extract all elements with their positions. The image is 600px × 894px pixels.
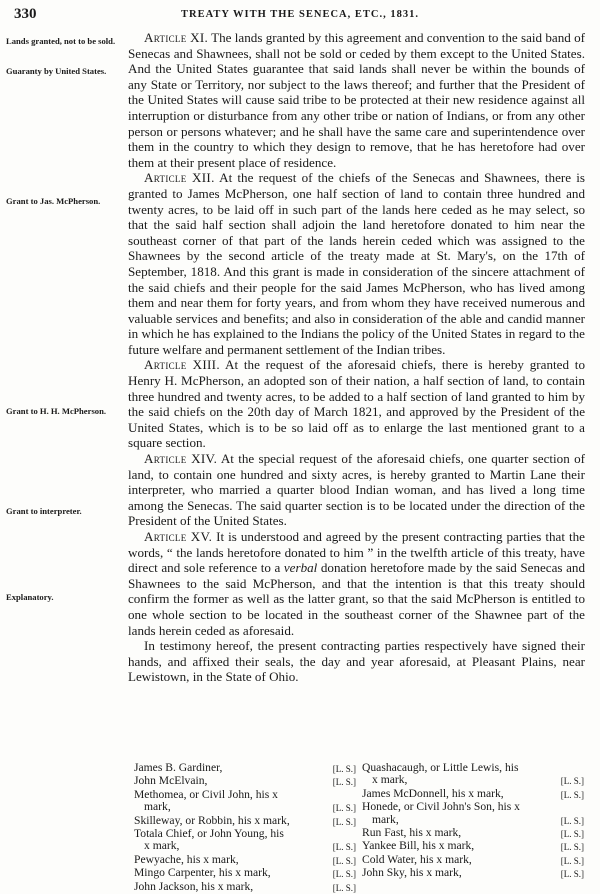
- margin-note-explanatory: Explanatory.: [6, 592, 54, 602]
- article-text: At the request of the chiefs of the Senecas and Shawnees, there is granted to James McPherson, one half section of land to contain three hundred and twenty acres, to be laid off in such part of the lands here ceded as he may select, so that the said half section shall adjoin the land heretofore donated to him near the southeast corner of that part of the lands herein ceded which was assigned to the Shawnees by the second article of the treaty made at St. Mary's, on the 17th of September, 1818. And this grant is made in consideration of the sincere attachment of the said chiefs and their people for the said James McPherson, who has lived among them and near them for forty years, and from whom they have received numerous and valuable services and benefits; and also in consideration of the able and candid manner in which he has explained to the Indians the policy of the United States in regard to the future welfare and permanent settlement of the Indian tribes.: [128, 170, 585, 357]
- signature-row: [362, 854, 584, 867]
- signature-row: [134, 775, 356, 788]
- article-xi: [128, 30, 585, 170]
- seal-mark: [L. S.]: [332, 869, 356, 880]
- signatory-name: x mark,: [144, 839, 180, 853]
- signature-row: [134, 854, 356, 867]
- seal-mark: [L. S.]: [560, 776, 584, 787]
- article-xiv: [128, 451, 585, 529]
- seal-mark: [L. S.]: [332, 764, 356, 774]
- signature-row: [362, 774, 584, 787]
- article-text: The lands granted by this agreement and convention to the said band of Senecas and Shawnees, shall not be sold or ceded by them except to the United States. And the United States guarantee that said lands shall never be within the bounds of any State or Territory, nor subject to the laws thereof; and further that the President of the United States will cause said tribe to be protected at their new residence against all interruption or disturbance from any other tribe or nation of Indians, or from any other person or persons whatever; and he shall have the same care and superintendence over them in the country to which they design to remove, that he has heretofore had over them at their present place of residence.: [128, 30, 585, 170]
- article-xii: [128, 170, 585, 357]
- signature-row: [134, 867, 356, 880]
- signatory-name: Pewyache, his x mark,: [134, 852, 239, 866]
- signature-row: [134, 801, 356, 814]
- seal-mark: [L. S.]: [332, 816, 356, 827]
- article-xv: [128, 529, 585, 638]
- signatory-name: x mark,: [372, 773, 408, 787]
- signature-row: [134, 762, 356, 775]
- signature-row: [362, 814, 584, 827]
- signatory-name: John Jackson, his x mark,: [134, 879, 254, 893]
- signatory-name: Quashacaugh, or Little Lewis, his: [362, 761, 519, 774]
- signature-row: [362, 827, 584, 840]
- signatory-name: John McElvain,: [134, 774, 208, 788]
- page-header: [14, 6, 586, 24]
- margin-note-interpreter: Grant to interpreter.: [6, 506, 82, 516]
- seal-mark: [L. S.]: [560, 789, 584, 800]
- seal-mark: [L. S.]: [332, 855, 356, 866]
- signatory-name: Honede, or Civil John's Son, his x: [362, 800, 520, 814]
- article-heading: Article XV.: [144, 529, 213, 544]
- treaty-body: [128, 30, 585, 685]
- article-text: donation heretofore made by the said Senecas and Shawnees to the said McPherson, and that the intention is that this treaty should confirm the former as well as the latter grant, so that the said McPherson is entitled to one whole section to be located in the southeast corner of the Shawnee part of the lands herein ceded as aforesaid.: [128, 560, 585, 638]
- signatory-name: mark,: [144, 800, 171, 814]
- seal-mark: [L. S.]: [332, 842, 356, 853]
- seal-mark: [L. S.]: [332, 777, 356, 788]
- signatory-name: Yankee Bill, his x mark,: [362, 839, 475, 853]
- signature-row: [362, 867, 584, 880]
- article-heading: Article XIV.: [144, 451, 218, 467]
- signatory-name: Skilleway, or Robbin, his x mark,: [134, 813, 290, 827]
- signatory-name: James B. Gardiner,: [134, 761, 223, 774]
- signature-row: [362, 788, 584, 801]
- signature-row: [134, 881, 356, 894]
- margin-note-grant-jas: Grant to Jas. McPherson.: [6, 196, 101, 206]
- margin-note-grant-hh: Grant to H. H. McPherson.: [6, 406, 107, 416]
- seal-mark: [L. S.]: [560, 869, 584, 880]
- article-heading: Article XII.: [144, 170, 215, 186]
- signatory-name: Totala Chief, or John Young, his: [134, 827, 284, 841]
- signature-row: [134, 840, 356, 853]
- signatory-name: Cold Water, his x mark,: [362, 852, 472, 866]
- signature-row: [362, 840, 584, 853]
- margin-note-guaranty: Guaranty by United States.: [6, 66, 107, 76]
- signatory-name: John Sky, his x mark,: [362, 866, 462, 880]
- running-head: TREATY WITH THE SENECA, ETC., 1831.: [181, 9, 419, 20]
- seal-mark: [L. S.]: [560, 842, 584, 853]
- margin-note-lands: Lands granted, not to be sold.: [6, 36, 116, 46]
- article-text: It is understood and agreed by the present contracting parties that the words, “ the lands heretofore donated to him ” in the twelfth article of this treaty, have direct and sole reference to a: [128, 529, 585, 576]
- page-number: 330: [14, 6, 37, 22]
- signatory-name: Mingo Carpenter, his x mark,: [134, 866, 271, 880]
- signatory-name: James McDonnell, his x mark,: [362, 786, 504, 800]
- article-heading: Article XI.: [144, 30, 209, 45]
- article-emphasis: verbal: [283, 560, 318, 576]
- article-heading: Article XIII.: [144, 357, 220, 373]
- signature-column-right: [362, 762, 584, 881]
- seal-mark: [L. S.]: [560, 829, 584, 840]
- article-xiii: [128, 357, 585, 451]
- signatory-name: mark,: [372, 812, 399, 826]
- signature-row: [362, 801, 584, 813]
- seal-mark: [L. S.]: [560, 855, 584, 866]
- seal-mark: [L. S.]: [332, 803, 356, 814]
- seal-mark: [L. S.]: [560, 815, 584, 826]
- article-text: At the request of the aforesaid chiefs, there is hereby granted to Henry H. McPherson, an adopted son of their nation, a half section of land, to contain three hundred and twenty acres, to be added to a half section of land granted to him by the said chiefs on the 20th day of March 1821, and approved by the President of the United States, which is to be so laid off as to enlarge the last mentioned grant to a square section.: [128, 357, 585, 451]
- signatory-name: Run Fast, his x mark,: [362, 826, 462, 840]
- seal-mark: [L. S.]: [332, 882, 356, 893]
- article-text: At the special request of the aforesaid chiefs, one quarter section of land, to contain one hundred and sixty acres, is hereby granted to Martin Lane their interpreter, who married a quarter blood Indian woman, and has lived a long time among the Senecas. The said quarter section is to be located under the direction of the President of the United States.: [128, 451, 585, 529]
- signature-column-left: [134, 762, 356, 894]
- testimony-clause: In testimony hereof, the present contracting parties respectively have signed their hands, and affixed their seals, the day and year aforesaid, at Pleasant Plains, near Lewistown, in the State of Ohio.: [128, 638, 585, 685]
- signatory-name: Methomea, or Civil John, his x: [134, 787, 278, 801]
- signature-row: [134, 815, 356, 828]
